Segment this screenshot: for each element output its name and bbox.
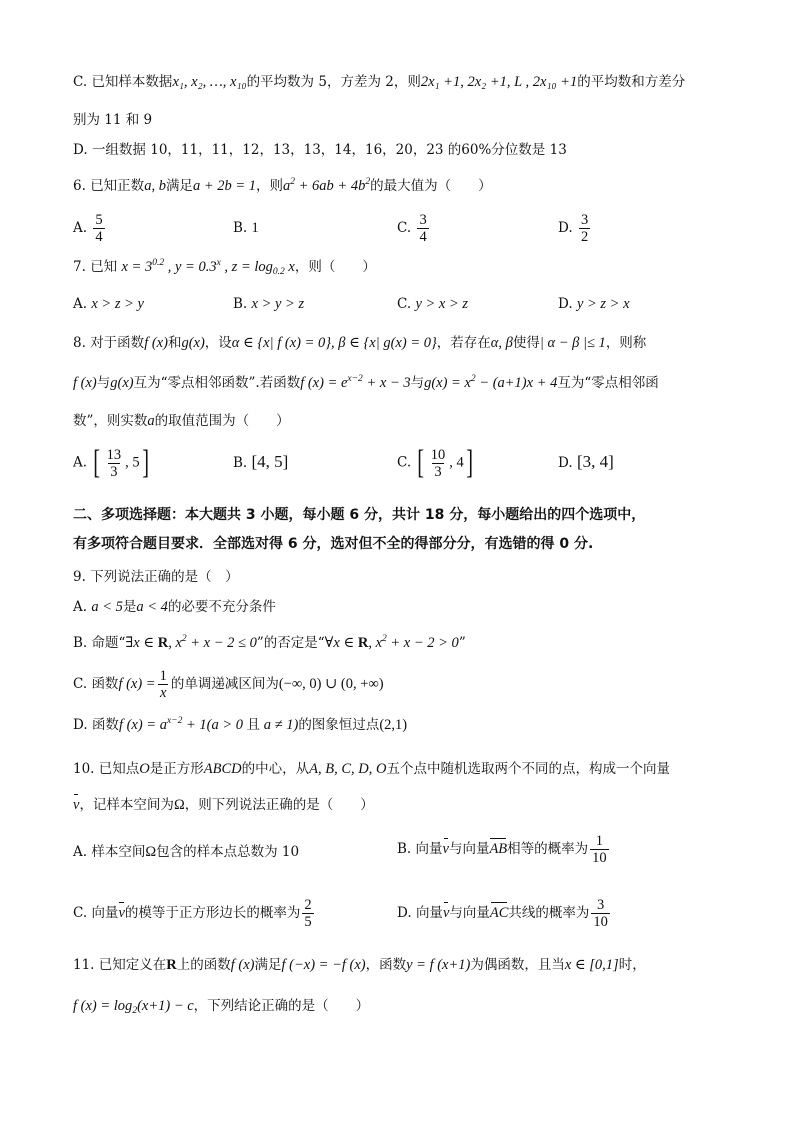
text: ”的否定是“ xyxy=(256,635,325,651)
math-expr: | α − β |≤ 1 xyxy=(539,335,606,351)
numerator: 3 xyxy=(419,212,427,228)
math-expr: f $(x) = \log_2(x+1) - c$ xyxy=(73,998,194,1016)
text: 的必要不充分条件 xyxy=(167,599,276,615)
option-label: B. xyxy=(233,220,248,236)
option-label: C. xyxy=(397,220,412,236)
q9-option-d xyxy=(73,715,407,735)
math-expr: y = f (x+1) xyxy=(406,957,471,973)
q8-stem-line2 xyxy=(73,373,659,393)
math-expr: ∀x ∈ R, $x^2 + x - 2 > 0$ xyxy=(324,634,459,651)
text: 的平均数为 5，方差为 2，则 xyxy=(246,74,421,90)
q5-option-c-cont: 别为 11 和 9 xyxy=(73,112,153,128)
text: ，设 xyxy=(204,335,232,351)
q10-option-d xyxy=(397,897,612,930)
q5-option-d xyxy=(73,140,567,160)
section-heading-line2: 有多项符合题目要求．全部选对得 6 分，选对但不全的得部分分，有选错的得 0 分. xyxy=(73,536,594,552)
text: 上的函数 xyxy=(176,957,231,973)
math-expr: f (−x) = −f (x) xyxy=(281,957,366,973)
math-expr: a < 4 xyxy=(136,599,168,615)
math-expr: 2x₁ +1, 2x₂ +1, L , 2x₁₀ +1 xyxy=(420,74,578,90)
text: 的中心，从 xyxy=(241,761,310,777)
q6-option-b xyxy=(233,218,259,238)
denominator: x xyxy=(160,685,167,701)
math-expr: f (x) xyxy=(144,335,168,351)
option-label: C. xyxy=(73,74,88,90)
right-bracket: ] xyxy=(141,444,149,481)
text: 的平均数和方差分 xyxy=(577,74,686,90)
option-value: y > x > z xyxy=(415,296,469,312)
math-expr: ∃x ∈ R, $x^2 + x - 2 \le 0$ xyxy=(125,634,257,651)
interval-end: , 4 xyxy=(449,454,464,471)
fraction xyxy=(417,212,428,245)
denominator: 4 xyxy=(95,229,103,245)
q8-option-d xyxy=(558,452,614,473)
text: 互为“零点相邻函 xyxy=(557,375,659,391)
math-var: a xyxy=(147,413,155,429)
option-label: D. xyxy=(558,296,573,312)
text: ，记样本空间为 xyxy=(79,797,174,813)
numerator: 1 xyxy=(595,833,604,849)
option-label: B. xyxy=(233,455,248,471)
text: ” xyxy=(458,635,466,651)
text: 的最大值为（ ） xyxy=(370,178,492,194)
q7-stem xyxy=(73,257,376,277)
option-value: x > z > y xyxy=(91,296,144,312)
text: 与 xyxy=(96,375,111,391)
text: 命题“ xyxy=(91,635,126,651)
text: ，则下列说法正确的是（ ） xyxy=(184,797,374,813)
option-label: D. xyxy=(558,455,573,471)
fraction xyxy=(590,833,609,866)
interval-end: , 5 xyxy=(125,454,140,471)
text: 的图象恒过点 xyxy=(298,717,380,733)
option-label: A. xyxy=(73,599,88,615)
option-value: [3, 4] xyxy=(576,452,614,471)
q10-option-b xyxy=(397,833,611,866)
denominator: 10 xyxy=(593,914,608,930)
vector-v: v xyxy=(73,797,80,813)
option-value: 1 xyxy=(251,220,259,236)
text: 已知正数 xyxy=(90,178,145,194)
q10-option-c xyxy=(73,897,316,930)
text: ，则称 xyxy=(605,335,647,351)
numerator: 10 xyxy=(430,446,446,463)
text: 与向量 xyxy=(448,841,490,857)
math-var: ABCD xyxy=(203,761,242,777)
math-expr: α, β xyxy=(490,335,513,351)
text: 一组数据 10，11，11，12，13，13，14，16，20，23 的60%分位数是 13 xyxy=(91,142,567,158)
text: 为偶函数，且当 xyxy=(470,957,565,973)
q8-stem-line3 xyxy=(73,411,290,431)
math-expr: f $(x) = a^{x-2} + 1(a > 0$ 且 a ≠ 1) xyxy=(118,716,299,733)
fraction xyxy=(93,212,104,245)
right-bracket: ] xyxy=(466,444,473,481)
option-label: C. xyxy=(397,296,412,312)
math-expr: $a^2 + 6ab + 4b^2$ xyxy=(283,177,371,194)
fraction xyxy=(579,212,590,245)
q6-stem xyxy=(73,176,492,196)
math-expr: a < 5 xyxy=(91,599,123,615)
math-expr: g(x) xyxy=(110,375,134,391)
text: 样本空间 xyxy=(91,844,146,860)
text: 满足 xyxy=(165,178,193,194)
vector-v: v xyxy=(442,841,449,857)
text: 互为“零点相邻函数”.若函数 xyxy=(133,375,301,391)
section-heading-line1: 二、多项选择题：本大题共 3 小题，每小题 6 分，共计 18 分，每小题给出的四个选项中， xyxy=(73,507,646,523)
q7-option-b xyxy=(233,294,304,314)
option-value: y > z > x xyxy=(576,296,630,312)
option-label: B. xyxy=(397,841,412,857)
math-var: O xyxy=(139,761,150,777)
option-label: D. xyxy=(73,717,88,733)
question-number: 6. xyxy=(73,178,86,194)
q9-option-c xyxy=(73,668,384,701)
text: 10. 已知点 xyxy=(73,761,140,777)
denominator: 10 xyxy=(592,850,607,866)
omega-symbol: Ω xyxy=(145,844,157,860)
math-expr: g(x) xyxy=(181,335,205,351)
vector-ab: AB xyxy=(489,841,508,857)
text: 共线的概率为 xyxy=(508,905,590,921)
text: 向量 xyxy=(415,905,443,921)
math-expr: $x = 3^{0.2}$ , $y = 0.3^x$ , $z = \log_{0.2} x$ xyxy=(121,258,295,277)
question-number: 8. xyxy=(73,335,86,351)
q8-option-b xyxy=(233,452,288,473)
denominator: 2 xyxy=(580,229,589,245)
math-vars: x₁, x₂, …, x₁₀ xyxy=(172,74,247,90)
text: 相等的概率为 xyxy=(507,841,589,857)
fraction xyxy=(591,897,610,930)
text: 与 xyxy=(410,375,425,391)
math-vars: a, b xyxy=(144,178,166,194)
option-label: D. xyxy=(558,220,573,236)
math-expr: a + 2b = 1 xyxy=(192,178,257,194)
text: ，若存在 xyxy=(436,335,491,351)
text: 是正方形 xyxy=(149,761,204,777)
text: ，则 xyxy=(256,178,284,194)
text: 的模等于正方形边长的概率为 xyxy=(124,905,301,921)
text: 向量 xyxy=(91,905,119,921)
vector-v: v xyxy=(442,905,450,921)
text: ，下列结论正确的是（ ） xyxy=(193,998,370,1014)
math-expr: f (x) xyxy=(230,957,255,973)
omega-symbol: Ω xyxy=(173,797,185,813)
vector-ac: AC xyxy=(489,905,509,921)
math-vars: A, B, C, D, O xyxy=(309,761,387,777)
math-expr: $g(x) = x^2 - (a+1)x + 4$ xyxy=(424,374,558,391)
fraction xyxy=(302,897,313,930)
option-label: A. xyxy=(73,454,88,471)
q11-stem-line1 xyxy=(73,955,646,975)
left-bracket: [ xyxy=(93,444,101,481)
option-label: C. xyxy=(73,905,88,921)
text: 满足 xyxy=(254,957,282,973)
text: ，则（ ） xyxy=(294,259,376,275)
q9-option-a xyxy=(73,597,276,617)
text: 函数 xyxy=(91,717,119,733)
numerator: 13 xyxy=(106,446,122,463)
q8-stem-line1 xyxy=(73,333,646,353)
option-value: x > y > z xyxy=(251,296,305,312)
text: 五个点中随机选取两个不同的点，构成一个向量 xyxy=(386,761,670,777)
numerator: 5 xyxy=(95,212,103,228)
q8-option-c xyxy=(397,446,475,480)
option-label: B. xyxy=(233,296,248,312)
option-label: D. xyxy=(397,905,412,921)
text: 使得 xyxy=(512,335,540,351)
fraction xyxy=(158,668,169,701)
option-label: D. xyxy=(73,142,88,158)
math-expr: (−∞, 0) ∪ (0, +∞) xyxy=(278,676,384,692)
q10-stem-line1 xyxy=(73,759,670,779)
q10-option-a xyxy=(73,842,299,862)
q7-option-a xyxy=(73,294,144,314)
text: 和 xyxy=(167,335,182,351)
q7-option-c xyxy=(397,294,468,314)
q7-option-d xyxy=(558,294,630,314)
q6-option-c xyxy=(397,212,431,245)
option-label: C. xyxy=(397,454,412,471)
option-label: A. xyxy=(73,220,88,236)
option-label: A. xyxy=(73,296,88,312)
q9-option-b xyxy=(73,633,466,653)
numerator: 3 xyxy=(597,897,605,913)
text: 对于函数 xyxy=(90,335,145,351)
q5-option-c xyxy=(73,72,685,92)
q10-stem-line2 xyxy=(73,795,374,815)
numerator: 3 xyxy=(580,212,589,228)
denominator: 5 xyxy=(304,914,312,930)
text: 已知样本数据 xyxy=(91,74,173,90)
text: ，函数 xyxy=(365,957,407,973)
q9-stem: 9. 下列说法正确的是（ ） xyxy=(73,569,239,585)
q8-option-a xyxy=(73,446,151,480)
option-label: A. xyxy=(73,844,88,860)
text: 数”，则实数 xyxy=(73,413,148,429)
text: 是 xyxy=(122,599,137,615)
option-value: [4, 5] xyxy=(251,452,289,471)
q11-stem-line2 xyxy=(73,996,369,1016)
math-expr: x ∈ [0,1] xyxy=(564,957,619,973)
option-label: B. xyxy=(73,635,88,651)
denominator: 3 xyxy=(434,463,442,480)
left-bracket: [ xyxy=(417,444,425,481)
denominator: 4 xyxy=(419,229,427,245)
text: 的取值范围为（ ） xyxy=(154,413,290,429)
text: 向量 xyxy=(415,841,443,857)
text: 的单调递减区间为 xyxy=(170,676,279,692)
text: 11. 已知定义在 xyxy=(73,957,167,973)
math-expr: f (x) xyxy=(73,375,97,391)
math-expr: f $(x) = e^{x-2} + x - 3$ xyxy=(300,374,411,391)
reals-symbol: R xyxy=(166,957,177,973)
denominator: 3 xyxy=(110,463,118,480)
numerator: 1 xyxy=(159,668,167,684)
math-expr: (2,1) xyxy=(379,717,408,733)
text: 已知 xyxy=(90,259,118,275)
numerator: 2 xyxy=(304,897,312,913)
q6-option-d xyxy=(558,212,592,245)
text: 与向量 xyxy=(449,905,490,921)
option-label: C. xyxy=(73,676,88,692)
math-expr: α ∈ {x| f (x) = 0}, β ∈ {x| g(x) = 0} xyxy=(231,335,437,351)
vector-v: v xyxy=(118,905,125,921)
fraction xyxy=(429,447,448,480)
fraction xyxy=(105,447,124,480)
text: 包含的样本点总数为 10 xyxy=(156,844,300,860)
text: 函数 xyxy=(91,676,119,692)
text: 时， xyxy=(618,957,646,973)
math-expr: f (x) = xyxy=(118,676,156,692)
q6-option-a xyxy=(73,212,107,245)
question-number: 7. xyxy=(73,259,86,275)
